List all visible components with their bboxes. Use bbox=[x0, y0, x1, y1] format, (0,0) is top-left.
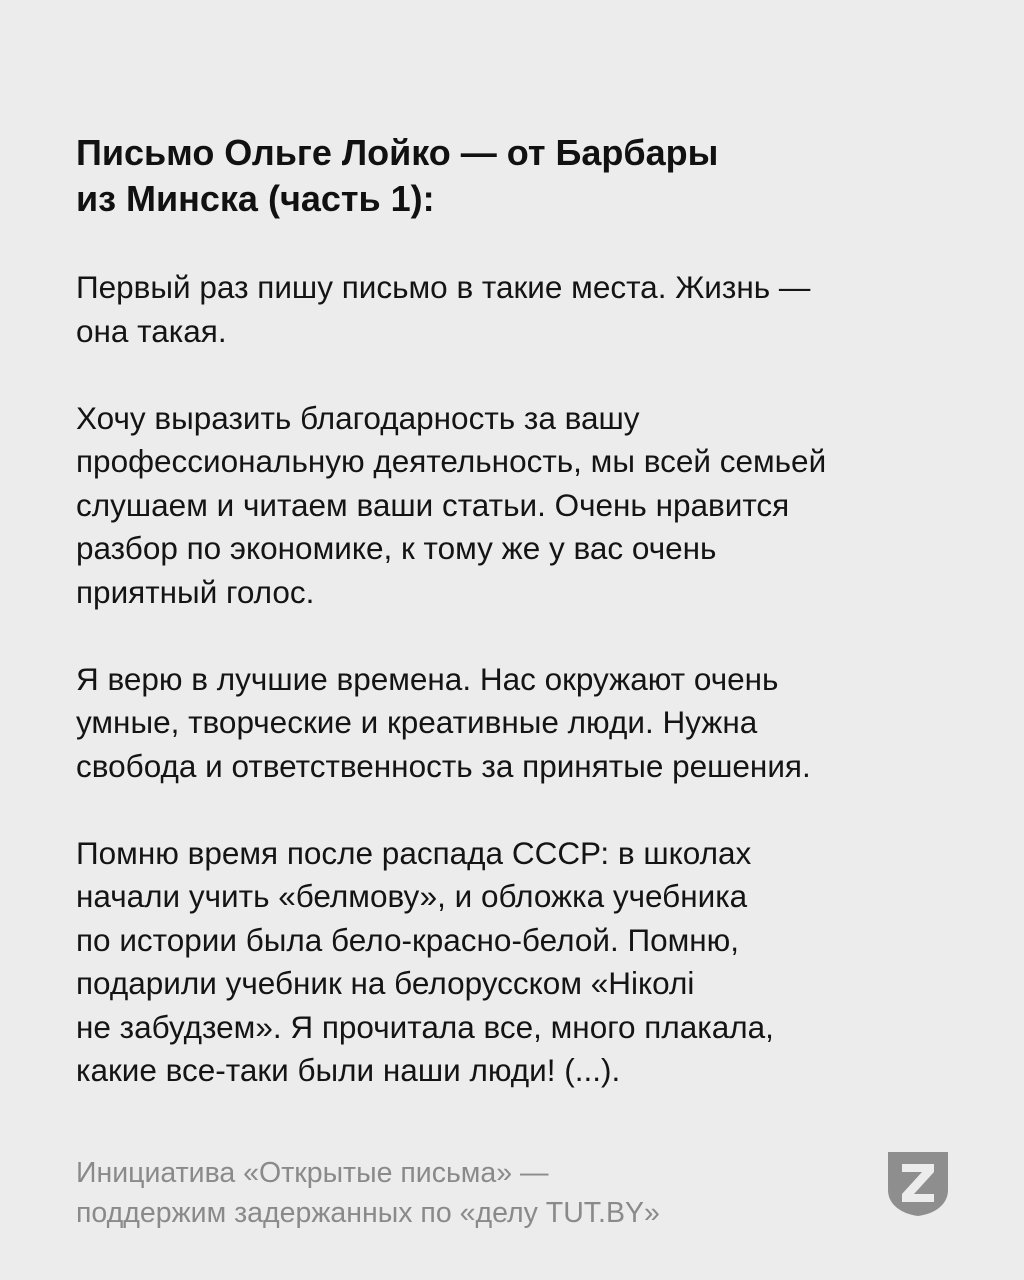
footer-line-2: поддержим задержанных по «делу TUT.BY» bbox=[76, 1197, 660, 1229]
paragraph-line: по истории была бело-красно-белой. Помню, bbox=[76, 921, 740, 958]
paragraph-line: Я верю в лучшие времена. Нас окружают очень bbox=[76, 660, 779, 697]
paragraph-line: слушаем и читаем ваши статьи. Очень нравится bbox=[76, 486, 790, 523]
paragraph-line: профессиональную деятельность, мы всей семьей bbox=[76, 443, 827, 479]
paragraph bbox=[76, 658, 976, 789]
initiative-footer bbox=[76, 1153, 836, 1233]
paragraph-line: она такая. bbox=[76, 312, 227, 349]
paragraph-line: не забудзем». Я прочитала все, много плакала, bbox=[76, 1008, 774, 1045]
letter-title bbox=[76, 130, 956, 222]
paragraph-line: разбор по экономике, к тому же у вас очень bbox=[76, 530, 717, 566]
title-line-1: Письмо Ольге Лойко — от Барбары bbox=[76, 132, 719, 173]
paragraph-line: приятный голос. bbox=[76, 573, 315, 610]
paragraph bbox=[76, 832, 976, 1093]
paragraph-line: умные, творческие и креативные люди. Нужна bbox=[76, 704, 758, 740]
paragraph-line: Первый раз пишу письмо в такие места. Жизнь — bbox=[76, 269, 811, 305]
paragraph bbox=[76, 266, 976, 353]
z-shield-logo-icon bbox=[886, 1150, 950, 1218]
paragraph-line: подарили учебник на белорусском «Ніколі bbox=[76, 965, 695, 1001]
paragraph-line: свобода и ответственность за принятые решения. bbox=[76, 747, 811, 784]
paragraph bbox=[76, 397, 976, 615]
paragraph-line: какие все-таки были наши люди! (...). bbox=[76, 1052, 621, 1088]
paragraph-line: начали учить «белмову», и обложка учебника bbox=[76, 878, 748, 914]
letter-body bbox=[76, 266, 976, 1136]
paragraph-line: Помню время после распада СССР: в школах bbox=[76, 834, 752, 871]
title-line-2: из Минска (часть 1): bbox=[76, 178, 435, 219]
footer-line-1: Инициатива «Открытые письма» — bbox=[76, 1157, 549, 1189]
paragraph-line: Хочу выразить благодарность за вашу bbox=[76, 399, 640, 436]
